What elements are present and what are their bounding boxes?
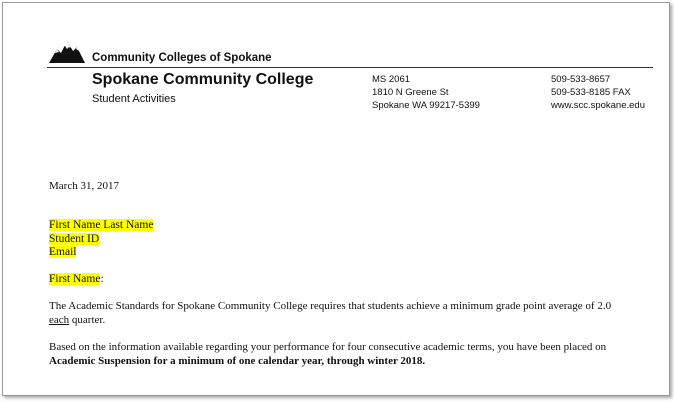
recipient-name: First Name Last Name	[49, 219, 154, 231]
recipient-block	[49, 219, 153, 260]
suspension-notice: Academic Suspension for a minimum of one calendar year, through winter 2018.	[49, 355, 426, 367]
organization-name: Community Colleges of Spokane	[92, 52, 272, 64]
salutation-punct: :	[100, 273, 104, 285]
mailing-address	[372, 73, 480, 112]
paragraph-text: The Academic Standards for Spokane Community College requires that students achieve a minimum grade point average of 2.0	[49, 300, 612, 312]
address-line: Spokane WA 99217-5399	[372, 100, 480, 111]
recipient-student-id: Student ID	[49, 232, 100, 245]
website-link[interactable]: www.scc.spokane.edu	[551, 100, 645, 111]
paragraph-text: quarter.	[69, 314, 106, 326]
contact-info	[551, 73, 645, 112]
suspension-paragraph	[49, 340, 619, 368]
letterhead-rule	[47, 67, 653, 68]
phone-number: 509-533-8657	[551, 74, 611, 85]
letter-page	[2, 2, 670, 396]
address-line: 1810 N Greene St	[372, 87, 449, 98]
salutation-name: First Name	[49, 273, 101, 285]
college-name: Spokane Community College	[92, 71, 314, 88]
address-line: MS 2061	[372, 74, 411, 85]
salutation	[49, 273, 104, 285]
letter-date: March 31, 2017	[49, 180, 119, 192]
recipient-email: Email	[49, 246, 77, 258]
underlined-word: each	[49, 314, 70, 326]
paragraph-text: Based on the information available regarding your performance for four consecutive academic terms, you have been placed on	[49, 341, 607, 353]
standards-paragraph	[49, 299, 619, 327]
fax-number: 509-533-8185 FAX	[551, 87, 631, 98]
department-name: Student Activities	[92, 93, 176, 105]
mountain-logo-icon	[47, 37, 87, 65]
